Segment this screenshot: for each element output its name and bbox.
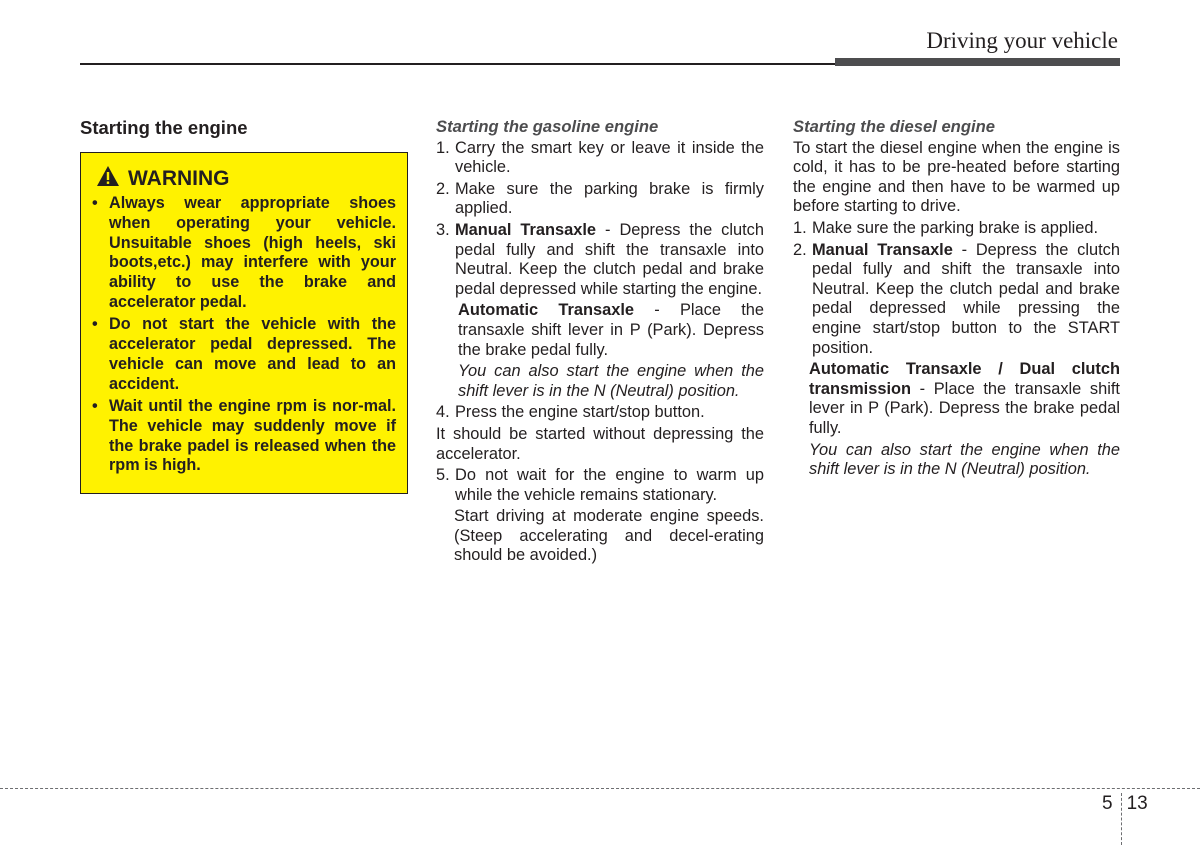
header-rule-thick — [835, 58, 1120, 66]
gasoline-step-2 — [436, 180, 764, 219]
step-number: 4. — [436, 403, 450, 422]
column-right — [793, 115, 1120, 482]
manual-transaxle-label: Manual Transaxle — [812, 240, 953, 259]
diesel-intro: To start the diesel engine when the engine is cold, it has to be pre-heated before starting the engine and then have to be warmed up before starting to drive. — [793, 138, 1120, 216]
footer-dashed-rule — [0, 788, 1200, 789]
step-number: 5. — [436, 466, 450, 485]
warning-box — [80, 152, 408, 494]
gasoline-step-1 — [436, 139, 764, 178]
diesel-step-2 — [793, 241, 1120, 359]
diesel-neutral-note: You can also start the engine when the shift lever is in the N (Neutral) position. — [809, 440, 1120, 479]
step-text: Press the engine start/stop button. — [455, 403, 705, 422]
warning-title: WARNING — [128, 166, 230, 190]
automatic-transaxle-label: Automatic Transaxle / Dual clutch transmission — [809, 360, 1120, 398]
step-text: Do not wait for the engine to warm up while the vehicle remains stationary. — [455, 466, 764, 504]
page-number-separator — [1121, 793, 1122, 845]
warning-item: • Do not start the vehicle with the accelerator pedal depressed. The vehicle can move and lead to an accident. — [92, 315, 396, 394]
step-number: 3. — [436, 220, 450, 239]
automatic-transaxle-text: - Place the transaxle shift lever in P (Park). Depress the brake pedal fully. — [809, 379, 1120, 437]
manual-transaxle-text: - Depress the clutch pedal fully and shift the transaxle into Neutral. Keep the clutch pedal and brake pedal depressed while pressing the engine start/stop button to the START position. — [812, 240, 1120, 357]
step-text: Carry the smart key or leave it inside the vehicle. — [455, 138, 764, 177]
automatic-transaxle-label: Automatic Transaxle — [458, 301, 635, 320]
page-number-value: 13 — [1126, 793, 1148, 814]
moderate-speed-note: Start driving at moderate engine speeds. (Steep accelerating and decel-erating should be avoided.) — [454, 507, 764, 565]
manual-transaxle-text: - Depress the clutch pedal fully and shift the transaxle into Neutral. Keep the clutch pedal and brake pedal depressed while starting the engine. — [455, 220, 764, 298]
diesel-step-1 — [793, 219, 1120, 239]
step-number: 2. — [436, 179, 450, 198]
manual-transaxle-label: Manual Transaxle — [455, 220, 597, 239]
warning-item: • Wait until the engine rpm is nor-mal. The vehicle may suddenly move if the brake padel is released when the rpm is high. — [92, 397, 396, 476]
accelerator-note: It should be started without depressing the accelerator. — [436, 424, 764, 463]
warning-list — [92, 194, 396, 476]
header-rule-thin — [80, 63, 835, 65]
gasoline-step-4 — [436, 403, 764, 423]
gasoline-neutral-note: You can also start the engine when the shift lever is in the N (Neutral) position. — [458, 362, 764, 400]
gasoline-step-3 — [436, 221, 764, 299]
heading-gasoline-engine: Starting the gasoline engine — [436, 117, 659, 136]
warning-triangle-icon — [96, 165, 120, 193]
automatic-transaxle-text: - Place the transaxle shift lever in P (Park). Depress the brake pedal fully. — [458, 301, 764, 359]
step-number: 2. — [793, 240, 807, 259]
column-middle — [436, 115, 764, 568]
step-text: Make sure the parking brake is firmly applied. — [455, 179, 764, 218]
page-number — [1102, 793, 1148, 845]
column-left — [80, 115, 408, 494]
warning-item: • Always wear appropriate shoes when operating your vehicle. Unsuitable shoes (high heels, ski boots,etc.) may interfere with your ability to use the brake and accelerator pedal. — [92, 194, 396, 312]
heading-diesel-engine: Starting the diesel engine — [793, 117, 995, 136]
gasoline-step-5 — [436, 466, 764, 505]
diesel-automatic-transaxle — [793, 360, 1120, 438]
chapter-number: 5 — [1102, 793, 1113, 814]
heading-starting-engine: Starting the engine — [80, 117, 248, 138]
section-title: Driving your vehicle — [926, 28, 1118, 53]
step-number: 1. — [436, 138, 450, 157]
warning-header — [96, 165, 396, 193]
step-number: 1. — [793, 218, 807, 237]
step-text: Make sure the parking brake is applied. — [812, 218, 1099, 237]
gasoline-automatic-transaxle — [436, 301, 764, 360]
